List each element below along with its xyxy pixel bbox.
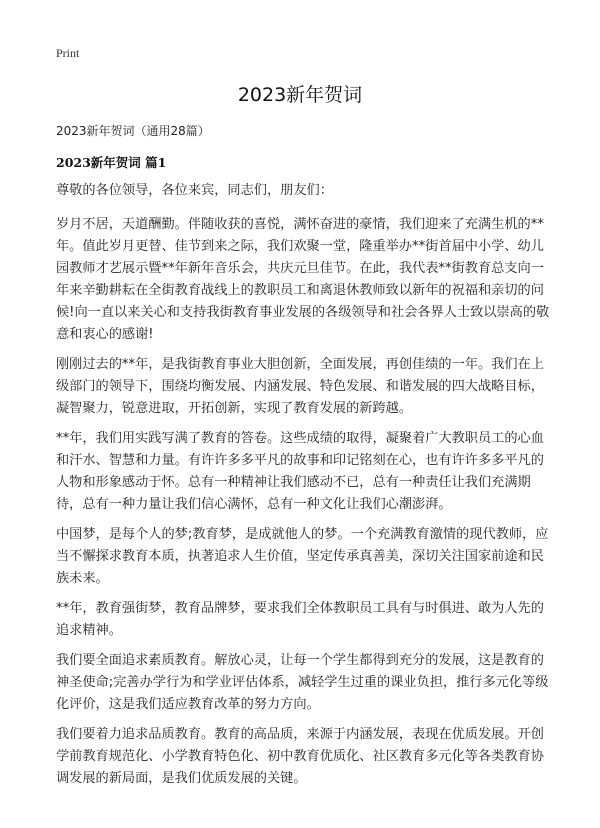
paragraph-1: 岁月不居，天道酬勤。伴随收获的喜悦，满怀奋进的豪情，我们迎来了充满生机的**年。值此岁月更替、佳节到来之际，我们欢聚一堂，隆重举办**街首届中小学、幼儿园教师才艺展示暨**年新年音乐会，共庆元旦佳节。在此，我代表**街教育总支向一年来辛勤耕耘在全街教育战线上的教职员工和离退休教师致以新年的祝福和亲切的问候!向一直以来关心和支持我街教育事业发展的各级领导和社会各界人士致以崇高的敬意和衷心的感谢! — [56, 217, 550, 342]
paragraph-3: **年，我们用实践写满了教育的答卷。这些成绩的取得，凝聚着广大教职员工的心血和汗水、智慧和力量。有许许多多平凡的故事和印记铭刻在心，也有许许多多平凡的人物和形象感动于怀。总有一种精神让我们感动不已，总有一种责任让我们充满期待，总有一种力量让我们信心满怀，总有一种文化让我们心潮澎湃。 — [56, 431, 544, 512]
paragraph-7: 我们要着力追求品质教育。教育的高品质，来源于内涵发展，表现在优质发展。开创学前教育规范化、小学教育特色化、初中教育优质化、社区教育多元化等各类教育协调发展的新局面，是我们优质发展的关键。 — [56, 727, 544, 786]
paragraph-5: **年，教育强街梦，教育品牌梦，要求我们全体教职员工具有与时俱进、敢为人先的追求精神。 — [56, 601, 544, 638]
paragraph-2: 刚刚过去的**年，是我街教育事业大胆创新，全面发展，再创佳绩的一年。我们在上级部门的领导下，围绕均衡发展、内涵发展、特色发展、和谐发展的四大战略目标，凝智聚力，锐意进取，开拓创新，实现了教育发展的新跨越。 — [56, 357, 544, 416]
document-subtitle: 2023新年贺词（通用28篇） — [56, 124, 210, 138]
paragraph-6: 我们要全面追求素质教育。解放心灵，让每一个学生都得到充分的发展，这是教育的神圣使命;完善办学行为和学业评估体系，减轻学生过重的课业负担，推行多元化等级化评价，这是我们适应教育改革的努力方向。 — [56, 653, 549, 712]
section-heading: 2023新年贺词 篇1 — [56, 155, 167, 170]
document-title: 2023新年贺词 — [237, 84, 363, 106]
print-link[interactable]: Print — [56, 46, 80, 60]
document-body — [56, 180, 552, 798]
paragraph-4: 中国梦，是每个人的梦;教育梦，是成就他人的梦。一个充满教育激情的现代教师，应当不懈探求教育本质，执著追求人生价值，坚定传承真善美，深切关注国家前途和民族未来。 — [56, 527, 549, 586]
greeting-line: 尊敬的各位领导，各位来宾，同志们，朋友们： — [56, 183, 333, 198]
